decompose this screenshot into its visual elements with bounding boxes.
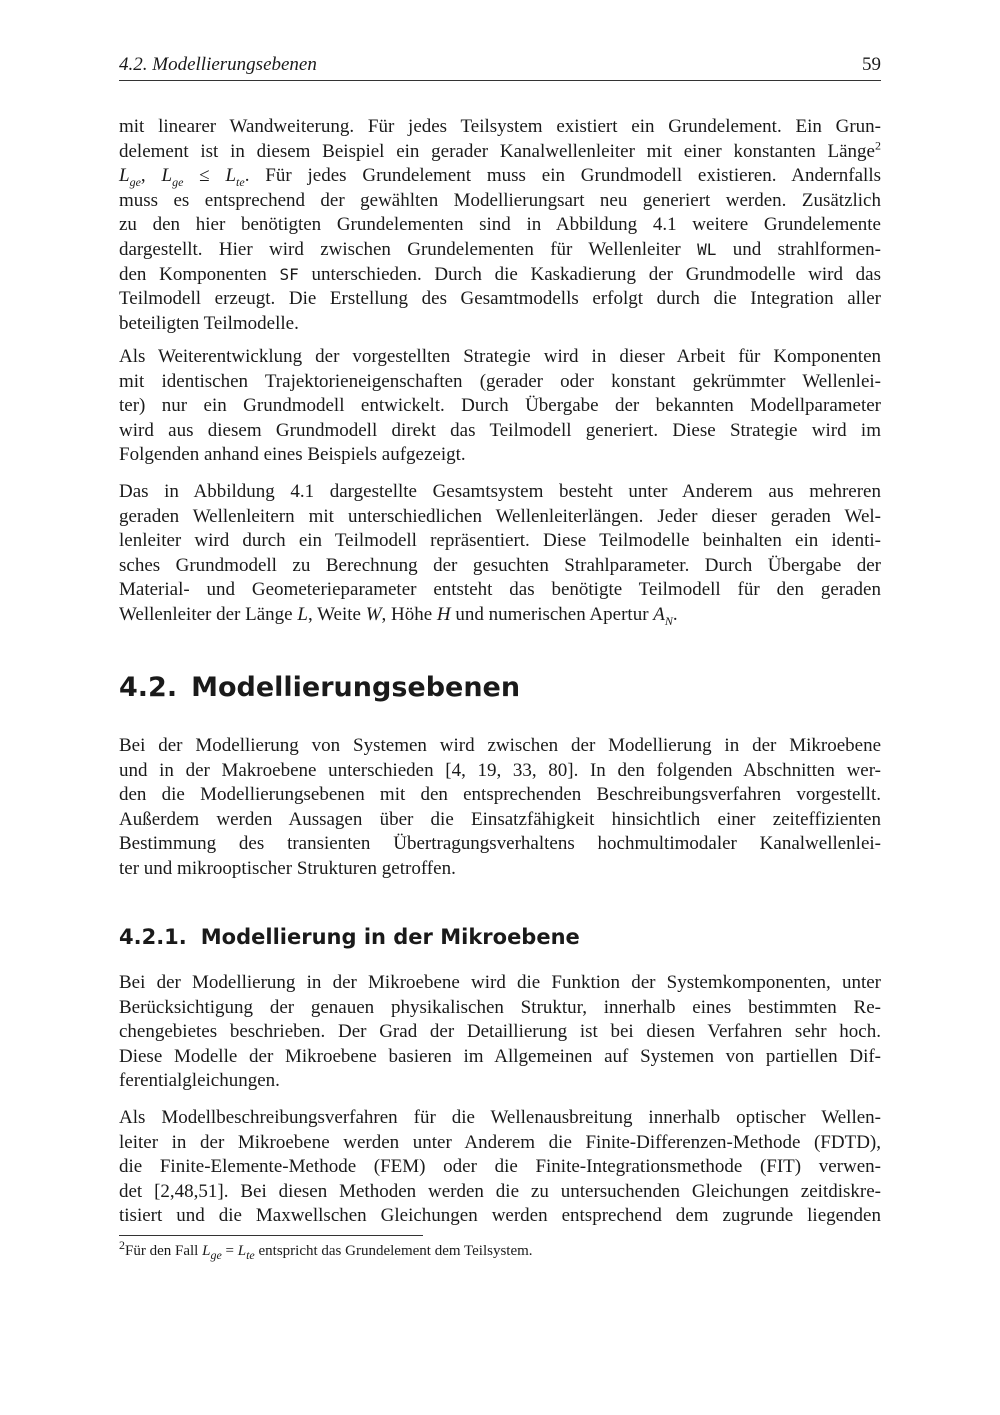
text-line: Teilmodell erzeugt. Die Erstellung des Gesamtmodells erfolgt durch die Integration aller — [119, 288, 881, 310]
text-line: Als Modellbeschreibungsverfahren für die Wellenausbreitung innerhalb optischer Wellen- — [119, 1107, 881, 1128]
text-line: leiter in der Mikroebene werden unter Anderem die Finite-Differenzen-Methode (FDTD), — [119, 1131, 881, 1153]
paragraph-gesamtsystem — [119, 480, 881, 628]
text-line: wird aus diesem Grundmodell direkt das Teilmodell generiert. Diese Strategie wird im — [119, 419, 881, 441]
text-line: beteiligten Teilmodelle. — [119, 312, 299, 334]
text-line — [119, 263, 881, 288]
text-line: Folgenden anhand eines Beispiels aufgezeigt. — [119, 444, 466, 466]
text-run: und numerischen Apertur — [450, 603, 654, 625]
footnote — [119, 1238, 881, 1262]
text-line — [119, 140, 881, 165]
text-line: die Finite-Elemente-Methode (FEM) oder die Finite-Integrationsmethode (FIT) verwen- — [119, 1156, 881, 1178]
text-line: Bei der Modellierung in der Mikroebene wird die Funktion der Systemkomponenten, unter — [119, 972, 881, 993]
text-run: delement ist in diesem Beispiel ein gerader Kanalwellenleiter mit einer konstanten Länge — [119, 140, 875, 162]
footnote-mark: 2 — [119, 1238, 125, 1252]
math-var: W — [365, 603, 382, 625]
text-line: ferentialgleichungen. — [119, 1070, 280, 1092]
text-line: det [2,48,51]. Bei diesen Methoden werden die zu untersuchenden Gleichungen zeitdiskre- — [119, 1180, 881, 1202]
text-line: Außerdem werden Aussagen über die Einsatzfähigkeit hinsichtlich einer zeiteffizienten — [119, 808, 881, 830]
subsection-heading — [119, 921, 580, 953]
running-header-title: 4.2. Modellierungsebenen — [119, 54, 317, 75]
math-var: L — [161, 165, 173, 187]
text-line: Material- und Geometerieparameter entsteht das benötigte Teilmodell für den geraden — [119, 579, 881, 601]
text-run: , Weite — [307, 603, 366, 625]
text-line: Als Weiterentwicklung der vorgestellten Strategie wird in dieser Arbeit für Komponenten — [119, 346, 881, 367]
math-var: L — [237, 1243, 247, 1259]
text-line: tisiert und die Maxwellschen Gleichungen werden entsprechend dem zugrunde liegenden — [119, 1205, 881, 1227]
text-line: geraden Wellenleitern mit unterschiedlichen Wellenleiterlängen. Jeder dieser geraden Wel- — [119, 505, 881, 527]
page-number: 59 — [862, 54, 881, 75]
text-run: , — [140, 165, 162, 187]
footnote-divider — [119, 1235, 423, 1236]
code-sf: SF — [279, 264, 299, 284]
text-line: zu den hier benötigten Grundelementen sind in Abbildung 4.1 weitere Grundelemente — [119, 214, 881, 236]
math-sub: ge — [210, 1248, 222, 1262]
text-line — [119, 238, 881, 263]
text-run: . — [672, 603, 678, 625]
text-run: den Komponenten — [119, 263, 280, 285]
text-line: sches Grundmodell zu Berechnung der gesuchten Strahlparameter. Durch Übergabe der — [119, 554, 881, 576]
text-line: den die Modellierungsebenen mit den entsprechenden Beschreibungsverfahren vorgestellt. — [119, 784, 881, 806]
running-header — [119, 54, 881, 81]
math-op: = — [221, 1243, 238, 1259]
math-sub: te — [236, 174, 245, 189]
text-run: entspricht das Grundelement dem Teilsystem. — [254, 1243, 533, 1259]
text-line: Bestimmung des transienten Übertragungsverhaltens hochmultimodaler Kanalwellenlei- — [119, 833, 881, 855]
paragraph-mikroebene — [119, 971, 881, 1094]
text-line: lenleiter wird durch ein Teilmodell repräsentiert. Diese Teilmodelle beinhalten ein identi- — [119, 530, 881, 552]
text-line: mit identischen Trajektorieneigenschaften (gerader oder konstant gekrümmter Wellenlei- — [119, 370, 881, 392]
text-run: dargestellt. Hier wird zwischen Grundelementen für Wellenleiter — [119, 238, 698, 260]
math-var: A — [653, 603, 665, 625]
paragraph-verfahren — [119, 1106, 881, 1229]
text-run: Für den Fall — [125, 1243, 203, 1259]
text-run: unterschieden. Durch die Kaskadierung der Grundmodelle wird das — [298, 263, 882, 285]
text-line: Diese Modelle der Mikroebene basieren im Allgemeinen auf Systemen von partiellen Dif- — [119, 1045, 881, 1067]
text-line: ter und mikrooptischer Strukturen getroffen. — [119, 857, 456, 879]
text-line: Das in Abbildung 4.1 dargestellte Gesamtsystem besteht unter Anderem aus mehreren — [119, 481, 881, 502]
math-sub: ge — [129, 174, 141, 189]
math-var: L — [202, 1243, 211, 1259]
math-var: H — [436, 603, 451, 625]
math-var: L — [225, 165, 237, 187]
text-run: Wellenleiter der Länge — [119, 603, 298, 625]
text-line: Bei der Modellierung von Systemen wird zwischen der Modellierung in der Mikroebene — [119, 735, 881, 756]
section-heading — [119, 668, 520, 708]
paragraph-grundelement — [119, 115, 881, 336]
footnote-ref: 2 — [875, 138, 881, 153]
text-run: , Höhe — [381, 603, 437, 625]
subsection-number: 4.2.1. — [119, 925, 187, 949]
text-line: mit linearer Wandweiterung. Für jedes Teilsystem existiert ein Grundelement. Ein Grun- — [119, 116, 881, 137]
section-title: Modellierungsebenen — [191, 672, 521, 703]
text-run: . Für jedes Grundelement muss ein Grundmodell existieren. Andernfalls — [244, 165, 882, 187]
text-line: muss es entsprechend der gewählten Modellierungsart neu generiert werden. Zusätzlich — [119, 189, 881, 211]
math-sub: N — [664, 613, 673, 628]
subsection-title: Modellierung in der Mikroebene — [200, 925, 580, 949]
paragraph-strategie — [119, 345, 881, 468]
math-sub: ge — [172, 174, 184, 189]
text-line-math — [119, 164, 881, 189]
math-var: L — [119, 165, 130, 187]
section-number: 4.2. — [119, 672, 178, 703]
text-line: und in der Makroebene unterschieden [4, 19, 33, 80]. In den folgenden Abschnitten wer- — [119, 759, 881, 781]
text-line-math — [119, 603, 881, 628]
code-wl: WL — [697, 239, 717, 259]
text-line: Berücksichtigung der genauen physikalischen Struktur, innerhalb eines bestimmten Re- — [119, 996, 881, 1018]
text-run: und strahlformen- — [716, 238, 881, 260]
text-line: chengebietes beschrieben. Der Grad der Detaillierung ist bei diesen Verfahren sehr hoch. — [119, 1021, 881, 1043]
text-line: ter) nur ein Grundmodell entwickelt. Durch Übergabe der bekannten Modellparameter — [119, 395, 881, 417]
math-op: ≤ — [183, 165, 226, 187]
math-sub: te — [246, 1248, 255, 1262]
math-var: L — [297, 603, 308, 625]
paragraph-modellierungsebenen — [119, 734, 881, 882]
